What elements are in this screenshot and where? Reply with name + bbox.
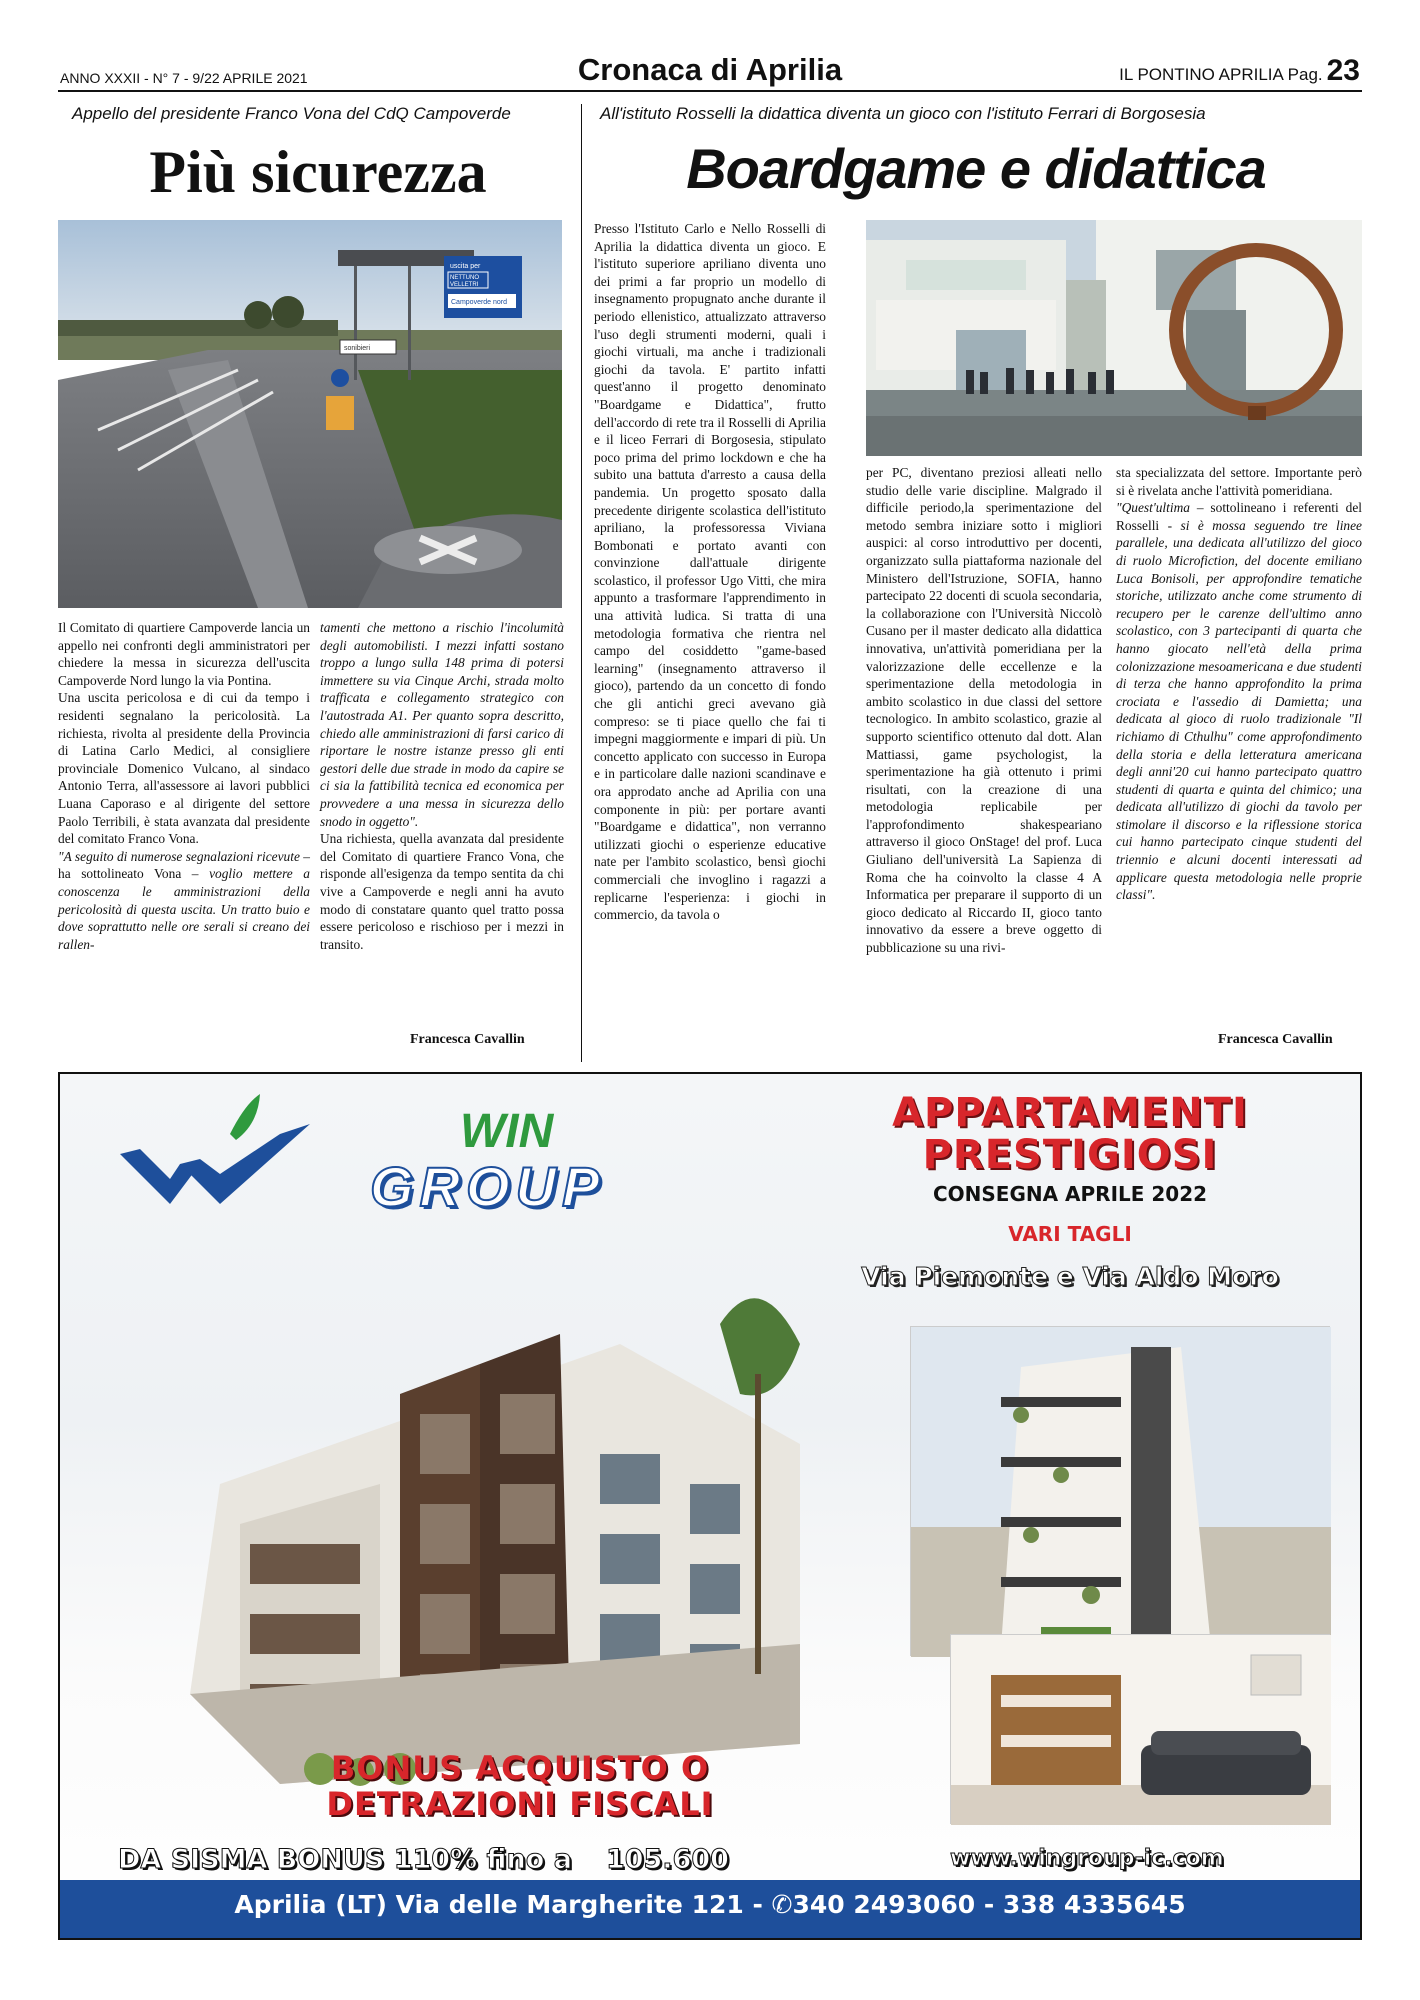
paragraph: "Quest'ultima – sottolineano i referenti del Rosselli - si è mossa seguendo tre linee parallele, una dedicata all'utilizzo del gioco di ruolo Microfiction, del docente emiliano Luca Bonisoli, per approfondire tematiche storiche, utilizzato anche come strumento di recupero per le carenze dell'ultimo anno scolastico, con 3 partecipanti di quarta che hanno giocato nell'età della prima colonizzazione mesoamericana e due studenti di terza che hanno approfondito la prima crociata e l'assedio di Damietta; una dedicata al gioco di ruolo tradizionale "Il richiamo di Cthulhu" come approfondimento della storia e della letteratura americana degli anni'20 cui hanno partecipato quattro studenti di quarta e quinta del chimico; una dedicata all'utilizzo di giochi da tavolo per stimolare il discorso e la riflessione storica cui hanno partecipato cinque studenti del triennio e alcuni docenti interessati ad applicare questa metodologia nelle proprie classi".	[1116, 500, 1362, 903]
paragraph: Una richiesta, quella avanzata dal presidente del Comitato di quartiere Franco Vona, che risponde all'esigenza da tempo sentita da chi vive a Campoverde e negli anni ha avuto modo di constatare quanto quel tratto possa essere pericoloso e rischioso per i mezzi in transito.	[320, 831, 564, 952]
ad-address-bar	[60, 1880, 1360, 1938]
logo-mark-icon	[110, 1094, 310, 1214]
left-col-1	[58, 619, 310, 1049]
road-sign-text: sonibieri	[344, 345, 371, 352]
right-col-1	[594, 220, 826, 1050]
right-title: Boardgame e didattica	[686, 137, 1266, 200]
wingroup-logo[interactable]	[110, 1094, 670, 1224]
ad-sizes: VARI TAGLI	[1008, 1222, 1132, 1246]
road-photo	[58, 220, 562, 608]
sisma-text: DA SISMA BONUS 110% fino a	[118, 1844, 572, 1875]
paragraph: Presso l'Istituto Carlo e Nello Rosselli di Aprilia la didattica diventa un gioco. E l'istituto superiore apriliano diventa uno dei primi a far proprio un modello di insegnamento propugnato anche durante il periodo ellenistico, attualizzato attraverso l'uso degli strumenti moderni, quali i giochi virtuali, ma anche i tradizionali giochi da tavola. E' partito infatti quest'anno il progetto denominato "Boardgame e Didattica", frutto dell'accordo di rete tra il Rosselli di Aprilia e il liceo Ferrari di Borgosesia, stipulato poco prima del primo lockdown e che ha subito una battuta d'arresto a causa della pandemia. Un progetto sposato dalla precedente dirigente scolastica dell'istituto apriliano, la professoressa Viviana Bombonati e portato avanti con convinzione dall'attuale dirigente scolastico, il professor Ugo Vitti, che mira appunto a trasformare l'apprendimento in una attività ludica. Si tratta di una metodologia formativa che rientra nel campo del cosiddetto "game-based learning" (insegnamento attraverso il gioco), partendo da un concetto di fondo che gli antichi greci avevano già compreso: se ti piace quello che fai ti impegni maggiormente e impari di più. Un concetto applicato con successo in Europa e in particolare dalle nazioni scandinave e ora approdato anche ad Aprilia con una componente in più: per portare avanti "Boardgame e didattica", non verranno utilizzati giochi o esperienze educative nate per l'ambito scolastico, bensì giochi commerciali che invoglino i ragazzi a replicarne l'esperienza: i giochi in commercio, da tavola o	[594, 221, 826, 923]
ad-delivery: CONSEGNA APRILE 2022	[932, 1182, 1208, 1206]
issue-info: ANNO XXXII - N° 7 - 9/22 APRILE 2021	[60, 70, 308, 86]
left-kicker: Appello del presidente Franco Vona del CdQ Campoverde	[72, 104, 511, 123]
publication-info	[1119, 54, 1360, 88]
right-col-3	[1116, 464, 1362, 1032]
ad-headline: APPARTAMENTI PRESTIGIOSI	[892, 1090, 1248, 1178]
paragraph: Una uscita pericolosa e di cui da tempo i residenti segnalano la pericolosità. La richiesta, rivolta al presidente della Provincia di Latina Carlo Medici, al consigliere provinciale Domenico Vulcano, al sindaco Antonio Terra, all'assessore ai lavori pubblici Luana Caporaso e al dirigente del settore Paolo Terribili, è stata avanzata dal presidente del comitato Franco Vona.	[58, 690, 310, 847]
road-sign-text: NETTUNO	[450, 275, 479, 281]
bonus-line2: DETRAZIONI FISCALI	[326, 1785, 714, 1823]
sisma-amount: 105.600	[605, 1844, 729, 1875]
ad-bonus	[210, 1750, 830, 1822]
left-col-2	[320, 619, 564, 1049]
advertisement[interactable]	[58, 1072, 1362, 1940]
bonus-line1: BONUS ACQUISTO O	[330, 1749, 710, 1787]
paragraph: "A seguito di numerose segnalazioni ricevute – ha sottolineato Vona – voglio mettere a conoscenza le amministrazioni della pericolosità di questa uscita. Un tratto buio e dove soprattutto nelle ore serali si creano dei rallen-	[58, 848, 310, 952]
ad-address[interactable]: Aprilia (LT) Via delle Margherite 121 - ✆340 2493060 - 338 4335645	[234, 1890, 1186, 1919]
road-sign-text: uscita per	[450, 263, 481, 270]
brand-line1: WIN	[460, 1105, 554, 1158]
paragraph: per PC, diventano preziosi alleati nello studio delle varie discipline. Malgrado il difficile periodo,la sperimentazione del metodo sembra iniziare sotto i migliori auspici: al corso introduttivo per docenti, organizzato sulla piattaforma nazionale del Ministero dell'Istruzione, SOFIA, hanno partecipato 22 docenti di scuola secondaria, la collaborazione con l'Università Niccolò Cusano per il master dedicato alla didattica innovativa, un'attività pomeridiana per la valorizzazione delle eccellenze e la sperimentazione della metodologia in ambito scolastico in due classi del settore tecnologico. In ambito scolastico, grazie al supporto scientifico ottenuto dal dott. Alan Mattiassi, game psychologist, la sperimentazione ha già ottenuto i primi risultati, con la creazione di una metodologia replicabile per l'approfondimento shakespeariano attraverso il gioco OnStage! del prof. Luca Giuliano dell'università La Sapienza di Roma che ha coinvolto la classe 4 A Informatica per preparare il supporto di un gioco dedicato al Riccardo II, gioco tanto innovativo da essere a breve oggetto di pubblicazione su una rivi-	[866, 465, 1102, 956]
ad-sisma-bonus	[118, 1844, 729, 1875]
left-signature: Francesca Cavallin	[410, 1032, 525, 1047]
paragraph: Il Comitato di quartiere Campoverde lancia un appello nei confronti degli amministratori per chiedere la messa in sicurezza dell'uscita Campoverde Nord lungo la via Pontina.	[58, 620, 310, 688]
paragraph: sta specializzata del settore. Importante però si è rivelata anche l'attività pomeridiana.	[1116, 465, 1362, 498]
column-divider	[581, 104, 582, 1062]
school-photo	[866, 220, 1362, 456]
building-render	[100, 1224, 820, 1824]
road-sign-text: Campoverde nord	[451, 299, 508, 306]
right-kicker: All'istituto Rosselli la didattica diventa un gioco con l'istituto Ferrari di Borgosesia	[600, 104, 1206, 123]
road-sign-text: VELLETRI	[450, 282, 479, 288]
ad-streets: Via Piemonte e Via Aldo Moro	[861, 1262, 1279, 1291]
masthead	[58, 52, 1362, 92]
right-signature: Francesca Cavallin	[1218, 1032, 1333, 1047]
page-number: 23	[1326, 54, 1360, 87]
ad-website-link[interactable]: www.wingroup-ic.com	[950, 1846, 1224, 1871]
publication-name: IL PONTINO APRILIA Pag.	[1119, 65, 1323, 84]
section-title: Cronaca di Aprilia	[577, 52, 843, 87]
brand-line2: GROUP	[370, 1155, 606, 1218]
paragraph: tamenti che mettono a rischio l'incolumità degli automobilisti. I mezzi infatti sostano troppo a lungo sulla 148 prima di potersi immettere su via Cinque Archi, strada molto trafficata e collegamento strategico con l'autostrada A1. Per quanto sopra descritto, chiedo alle amministrazioni di farsi carico di riportare le nostre istanze presso gli enti gestori delle due strade in modo da capire se ci sia la fattibilità tecnica ed economica per provvedere a una messa in sicurezza dello snodo in oggetto".	[320, 620, 564, 829]
left-title: Più sicurezza	[149, 139, 487, 205]
small-render	[910, 1326, 1330, 1656]
right-col-2	[866, 464, 1102, 1050]
interior-render	[950, 1634, 1330, 1824]
